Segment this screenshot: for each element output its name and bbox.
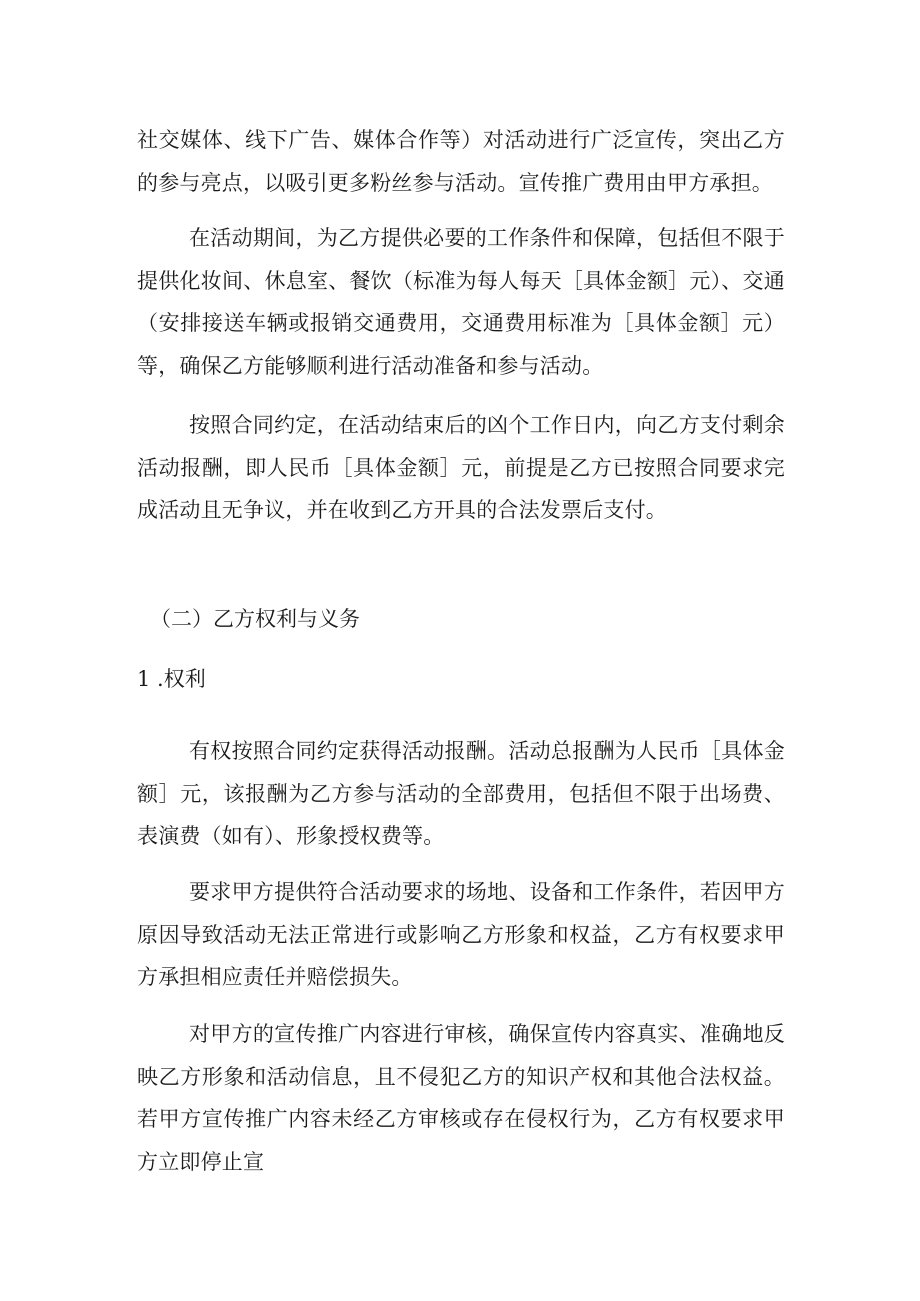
paragraph-right-review: 对甲方的宣传推广内容进行审核，确保宣传内容真实、准确地反映乙方形象和活动信息，且不侵犯乙方的知识产权和其他合法权益。若甲方宣传推广内容未经乙方审核或存在侵权行为，乙方有权要求甲方立即停止宣 [137, 1022, 785, 1174]
paragraph-work-conditions: 在活动期间，为乙方提供必要的工作条件和保障，包括但不限于提供化妆间、休息室、餐饮（标准为每人每天［具体金额］元）、交通（安排接送车辆或报销交通费用，交通费用标准为［具体金额］元）等，确保乙方能够顺利进行活动准备和参与活动。 [137, 226, 785, 378]
paragraph-right-remuneration: 有权按照合同约定获得活动报酬。活动总报酬为人民币［具体金额］元，该报酬为乙方参与活动的全部费用，包括但不限于出场费、表演费（如有）、形象授权费等。 [137, 739, 785, 848]
section-heading: （二）乙方权利与义务 [150, 607, 360, 631]
paragraph-remaining-payment: 按照合同约定，在活动结束后的凶个工作日内，向乙方支付剩余活动报酬，即人民币［具体金额］元，前提是乙方已按照合同要求完成活动且无争议，并在收到乙方开具的合法发票后支付。 [137, 413, 785, 522]
sub-heading-rights: 1 .权利 [137, 667, 206, 691]
paragraph-right-venue: 要求甲方提供符合活动要求的场地、设备和工作条件，若因甲方原因导致活动无法正常进行或影响乙方形象和权益，乙方有权要求甲方承担相应责任并赔偿损失。 [137, 880, 785, 989]
paragraph-promotion-continued: 社交媒体、线下广告、媒体合作等）对活动进行广泛宣传，突出乙方的参与亮点，以吸引更多粉丝参与活动。宣传推广费用由甲方承担。 [137, 128, 785, 195]
